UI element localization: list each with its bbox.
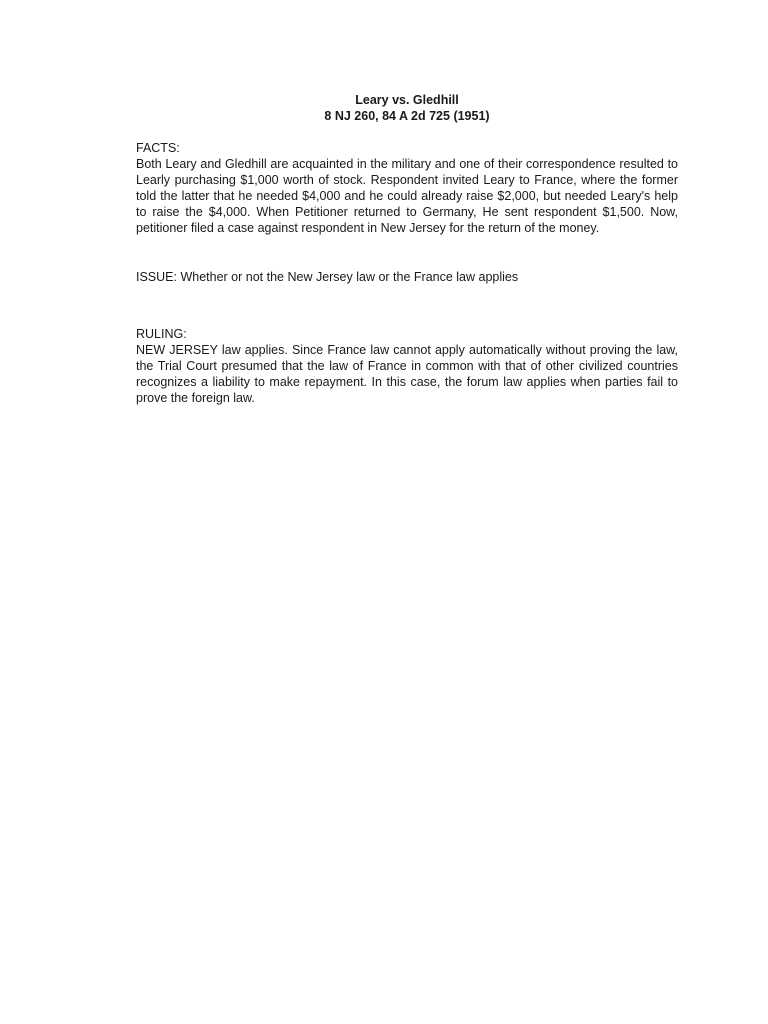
facts-heading: FACTS: [136,141,180,155]
case-title: Leary vs. Gledhill [355,93,459,107]
issue-paragraph: ISSUE: Whether or not the New Jersey law or the France law applies [136,270,519,284]
ruling-paragraph: NEW JERSEY law applies. Since France law cannot apply automatically without proving the law, the Trial Court presumed that the law of France in common with that of other civilized countries recognizes a liability to make repayment. In this case, the forum law applies when parties fail to prove the foreign law. [136,343,678,405]
case-citation: 8 NJ 260, 84 A 2d 725 (1951) [324,109,490,123]
document-page [136,92,678,406]
ruling-heading: RULING: [136,327,187,341]
facts-paragraph: Both Leary and Gledhill are acquainted in the military and one of their correspondence resulted to Learly purchasing $1,000 worth of stock. Respondent invited Leary to France, where the former told the latter that he needed $4,000 and he could already raise $2,000, but needed Leary's help to raise the $4,000. When Petitioner returned to Germany, He sent respondent $1,500. Now, petitioner filed a case against respondent in New Jersey for the return of the money. [136,157,678,235]
